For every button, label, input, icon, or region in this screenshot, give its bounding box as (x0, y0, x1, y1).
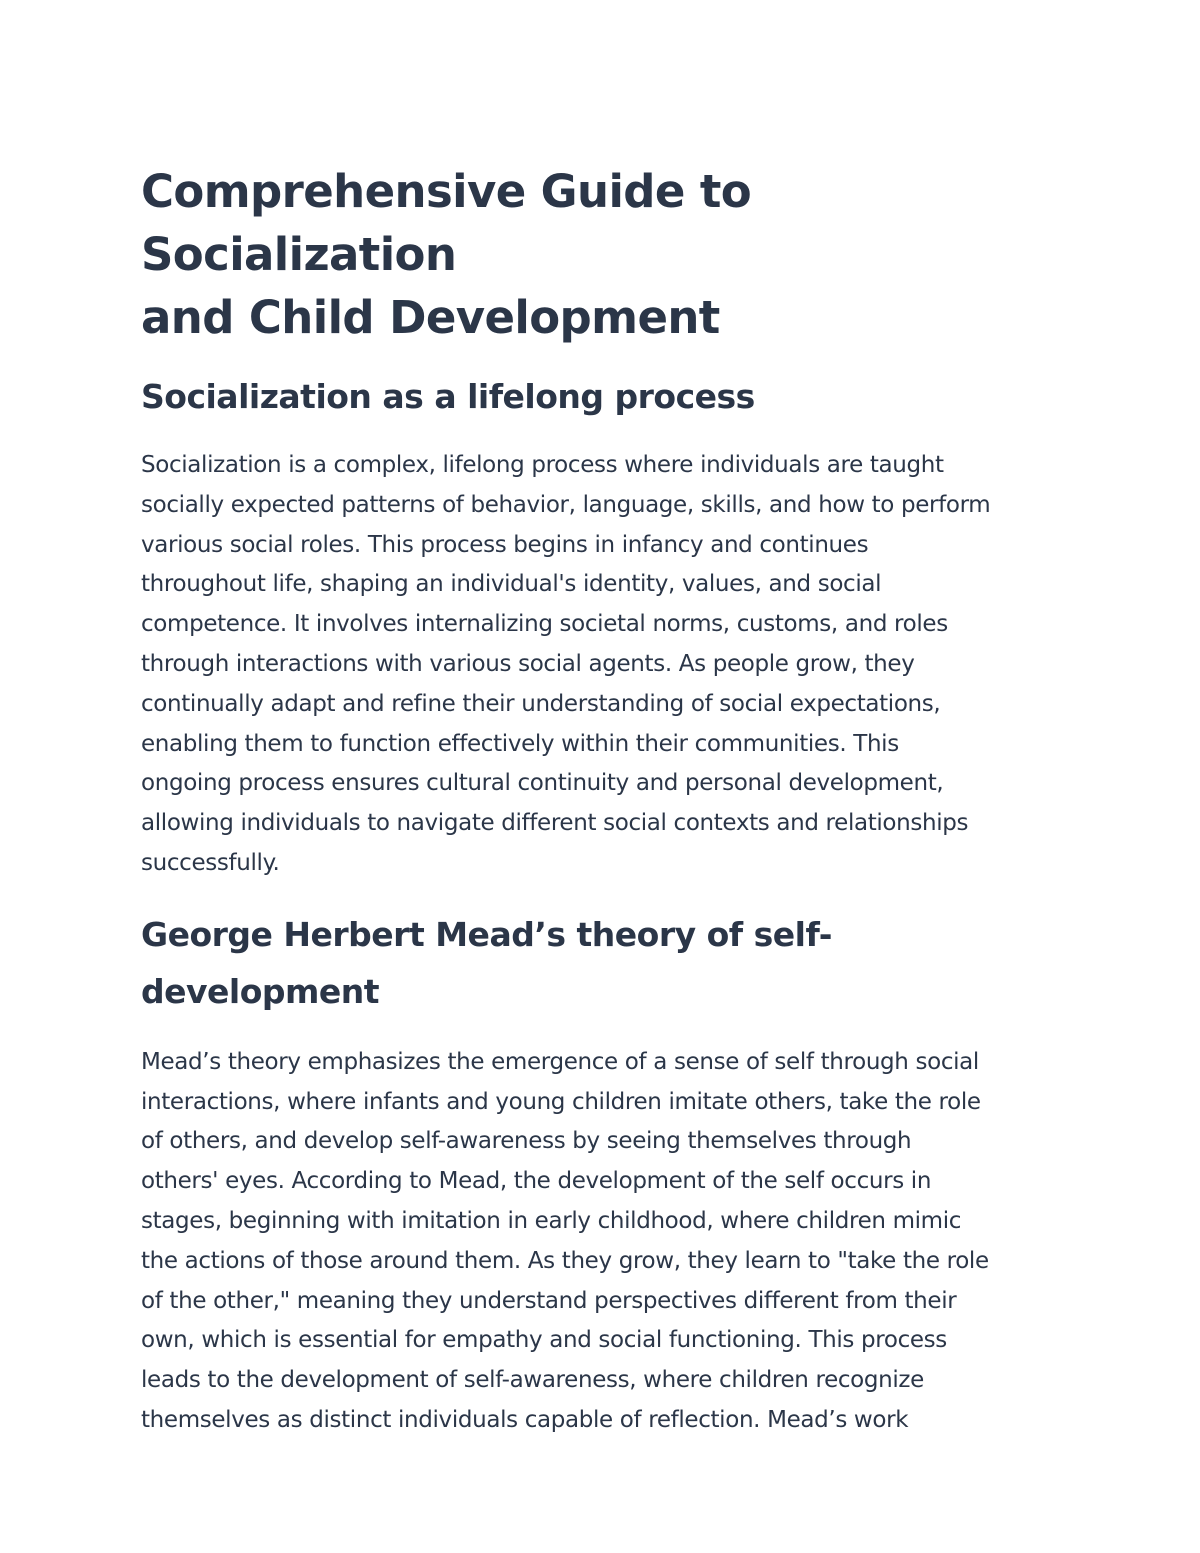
paragraph-line: through interactions with various social agents. As people grow, they (141, 650, 915, 677)
paragraph-line: of others, and develop self-awareness by seeing themselves through (141, 1128, 912, 1155)
section-paragraph (141, 446, 1059, 884)
paragraph-line: allowing individuals to navigate different social contexts and relationships (141, 810, 969, 837)
paragraph-line: socially expected patterns of behavior, language, skills, and how to perform (141, 491, 991, 518)
paragraph-line: Socialization is a complex, lifelong process where individuals are taught (141, 452, 944, 478)
paragraph-line: stages, beginning with imitation in early childhood, where children mimic (141, 1207, 962, 1234)
section-heading-line: development (141, 971, 380, 1011)
paragraph-line: themselves as distinct individuals capable of reflection. Mead’s work (141, 1406, 909, 1433)
section-heading-line: Socialization as a lifelong process (141, 377, 755, 416)
section-socialization (141, 368, 1059, 884)
section-mead-theory (141, 906, 1059, 1441)
document-title-line: Comprehensive Guide to Socialization (141, 165, 752, 281)
paragraph-line: various social roles. This process begins in infancy and continues (141, 531, 869, 558)
paragraph-line: leads to the development of self-awareness, where children recognize (141, 1367, 924, 1394)
paragraph-line: others' eyes. According to Mead, the development of the self occurs in (141, 1168, 932, 1195)
paragraph-line: ongoing process ensures cultural continuity and personal development, (141, 770, 944, 797)
document-title (141, 160, 1059, 349)
section-heading-line: George Herbert Mead’s theory of self- (141, 914, 832, 954)
paragraph-line: throughout life, shaping an individual's identity, values, and social (141, 571, 882, 598)
document-content (141, 160, 1059, 1441)
paragraph-line: own, which is essential for empathy and social functioning. This process (141, 1327, 947, 1354)
section-heading (141, 906, 1059, 1020)
document-title-line: and Child Development (141, 291, 720, 344)
paragraph-line: continually adapt and refine their understanding of social expectations, (141, 690, 941, 717)
paragraph-line: interactions, where infants and young children imitate others, take the role (141, 1088, 981, 1115)
paragraph-line: enabling them to function effectively within their communities. This (141, 730, 899, 757)
paragraph-line: Mead’s theory emphasizes the emergence of a sense of self through social (141, 1048, 979, 1075)
section-paragraph (141, 1043, 1059, 1441)
paragraph-line: competence. It involves internalizing societal norms, customs, and roles (141, 611, 948, 638)
paragraph-line: of the other," meaning they understand perspectives different from their (141, 1287, 957, 1314)
paragraph-line: successfully. (141, 849, 280, 876)
section-heading (141, 368, 1059, 425)
paragraph-line: the actions of those around them. As they grow, they learn to "take the role (141, 1247, 989, 1274)
